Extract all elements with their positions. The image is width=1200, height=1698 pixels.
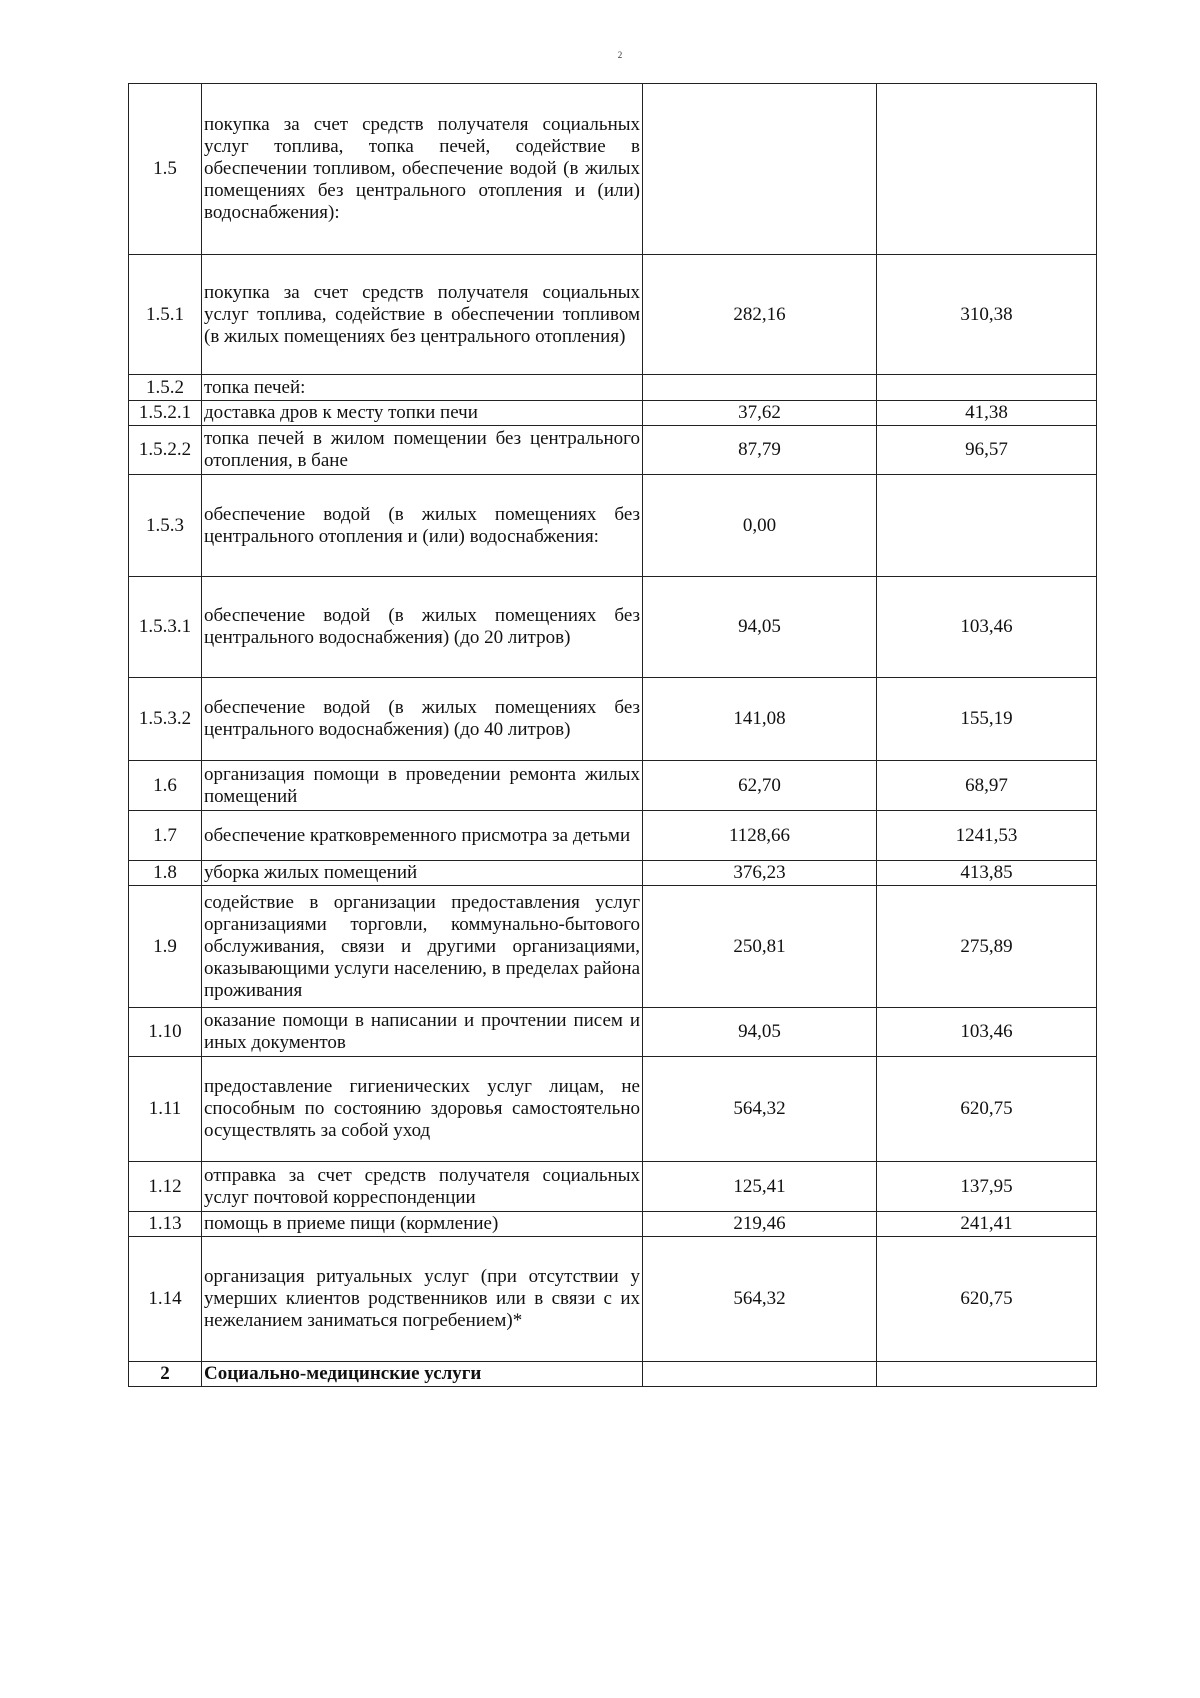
table-row bbox=[129, 1212, 1097, 1237]
service-name: помощь в приеме пищи (кормление) bbox=[202, 1212, 643, 1237]
service-name: обеспечение водой (в жилых помещениях без центрального водоснабжения) (до 40 литров) bbox=[202, 678, 643, 761]
table-row bbox=[129, 678, 1097, 761]
row-number: 1.5.3.2 bbox=[129, 678, 202, 761]
service-name: организация помощи в проведении ремонта жилых помещений bbox=[202, 761, 643, 811]
service-name: топка печей в жилом помещении без центрального отопления, в бане bbox=[202, 426, 643, 475]
row-number: 1.5 bbox=[129, 84, 202, 255]
services-tariff-table bbox=[128, 83, 1097, 1387]
tariff-value-1: 94,05 bbox=[643, 1008, 877, 1057]
tariff-value-1 bbox=[643, 1362, 877, 1387]
service-name: доставка дров к месту топки печи bbox=[202, 401, 643, 426]
table-row bbox=[129, 475, 1097, 577]
tariff-value-2: 241,41 bbox=[877, 1212, 1097, 1237]
tariff-value-2 bbox=[877, 375, 1097, 401]
tariff-value-2: 310,38 bbox=[877, 255, 1097, 375]
tariff-value-1: 37,62 bbox=[643, 401, 877, 426]
table-row bbox=[129, 811, 1097, 861]
tariff-value-2: 413,85 bbox=[877, 861, 1097, 886]
tariff-value-2: 41,38 bbox=[877, 401, 1097, 426]
service-name: топка печей: bbox=[202, 375, 643, 401]
tariff-value-2 bbox=[877, 84, 1097, 255]
tariff-value-1: 219,46 bbox=[643, 1212, 877, 1237]
tariff-value-2: 103,46 bbox=[877, 577, 1097, 678]
tariff-value-1: 1128,66 bbox=[643, 811, 877, 861]
table-row bbox=[129, 1057, 1097, 1162]
table-row bbox=[129, 1008, 1097, 1057]
tariff-value-1: 564,32 bbox=[643, 1057, 877, 1162]
table-row bbox=[129, 761, 1097, 811]
service-name: оказание помощи в написании и прочтении писем и иных документов bbox=[202, 1008, 643, 1057]
table-row bbox=[129, 861, 1097, 886]
tariff-value-1: 141,08 bbox=[643, 678, 877, 761]
tariff-value-1: 87,79 bbox=[643, 426, 877, 475]
table-row bbox=[129, 84, 1097, 255]
row-number: 1.12 bbox=[129, 1162, 202, 1212]
tariff-value-2: 103,46 bbox=[877, 1008, 1097, 1057]
table-row bbox=[129, 1162, 1097, 1212]
tariff-value-2: 620,75 bbox=[877, 1237, 1097, 1362]
tariff-value-2: 68,97 bbox=[877, 761, 1097, 811]
row-number: 1.5.1 bbox=[129, 255, 202, 375]
row-number: 1.9 bbox=[129, 886, 202, 1008]
service-name: уборка жилых помещений bbox=[202, 861, 643, 886]
tariff-value-1: 376,23 bbox=[643, 861, 877, 886]
tariff-value-1: 125,41 bbox=[643, 1162, 877, 1212]
row-number: 1.14 bbox=[129, 1237, 202, 1362]
table-row bbox=[129, 577, 1097, 678]
tariff-value-2 bbox=[877, 1362, 1097, 1387]
tariff-value-2: 155,19 bbox=[877, 678, 1097, 761]
service-name: отправка за счет средств получателя социальных услуг почтовой корреспонденции bbox=[202, 1162, 643, 1212]
table-row bbox=[129, 255, 1097, 375]
row-number: 1.10 bbox=[129, 1008, 202, 1057]
service-name: предоставление гигиенических услуг лицам, не способным по состоянию здоровья самостоятельно осуществлять за собой уход bbox=[202, 1057, 643, 1162]
service-name: обеспечение водой (в жилых помещениях без центрального отопления и (или) водоснабжения: bbox=[202, 475, 643, 577]
tariff-value-1: 62,70 bbox=[643, 761, 877, 811]
section-number: 2 bbox=[129, 1362, 202, 1387]
row-number: 1.13 bbox=[129, 1212, 202, 1237]
tariff-value-2 bbox=[877, 475, 1097, 577]
row-number: 1.11 bbox=[129, 1057, 202, 1162]
tariff-value-1 bbox=[643, 375, 877, 401]
table-row bbox=[129, 1237, 1097, 1362]
tariff-value-2: 620,75 bbox=[877, 1057, 1097, 1162]
page-number: 2 bbox=[617, 50, 623, 60]
service-name: содействие в организации предоставления услуг организациями торговли, коммунально-бытового обслуживания, связи и другими организациями, оказывающими услуги населению, в пределах района проживания bbox=[202, 886, 643, 1008]
service-name: обеспечение кратковременного присмотра за детьми bbox=[202, 811, 643, 861]
row-number: 1.8 bbox=[129, 861, 202, 886]
tariff-value-1: 564,32 bbox=[643, 1237, 877, 1362]
table-row bbox=[129, 401, 1097, 426]
service-name: обеспечение водой (в жилых помещениях без центрального водоснабжения) (до 20 литров) bbox=[202, 577, 643, 678]
tariff-value-2: 96,57 bbox=[877, 426, 1097, 475]
table-row bbox=[129, 886, 1097, 1008]
tariff-value-1: 282,16 bbox=[643, 255, 877, 375]
section-row bbox=[129, 1362, 1097, 1387]
row-number: 1.5.3.1 bbox=[129, 577, 202, 678]
tariff-value-1: 94,05 bbox=[643, 577, 877, 678]
row-number: 1.7 bbox=[129, 811, 202, 861]
table-row bbox=[129, 426, 1097, 475]
service-name: организация ритуальных услуг (при отсутствии у умерших клиентов родственников или в связи с их нежеланием заниматься погребением)* bbox=[202, 1237, 643, 1362]
row-number: 1.5.3 bbox=[129, 475, 202, 577]
tariff-value-1: 0,00 bbox=[643, 475, 877, 577]
row-number: 1.5.2 bbox=[129, 375, 202, 401]
row-number: 1.5.2.1 bbox=[129, 401, 202, 426]
tariff-value-2: 1241,53 bbox=[877, 811, 1097, 861]
tariff-value-2: 275,89 bbox=[877, 886, 1097, 1008]
tariff-value-2: 137,95 bbox=[877, 1162, 1097, 1212]
tariff-value-1 bbox=[643, 84, 877, 255]
table-row bbox=[129, 375, 1097, 401]
section-title: Социально-медицинские услуги bbox=[202, 1362, 643, 1387]
tariff-value-1: 250,81 bbox=[643, 886, 877, 1008]
service-name: покупка за счет средств получателя социальных услуг топлива, содействие в обеспечении топливом (в жилых помещениях без центрального отопления) bbox=[202, 255, 643, 375]
row-number: 1.6 bbox=[129, 761, 202, 811]
row-number: 1.5.2.2 bbox=[129, 426, 202, 475]
service-name: покупка за счет средств получателя социальных услуг топлива, топка печей, содействие в обеспечении топливом, обеспечение водой (в жилых помещениях без центрального отопления и (или) водоснабжения): bbox=[202, 84, 643, 255]
